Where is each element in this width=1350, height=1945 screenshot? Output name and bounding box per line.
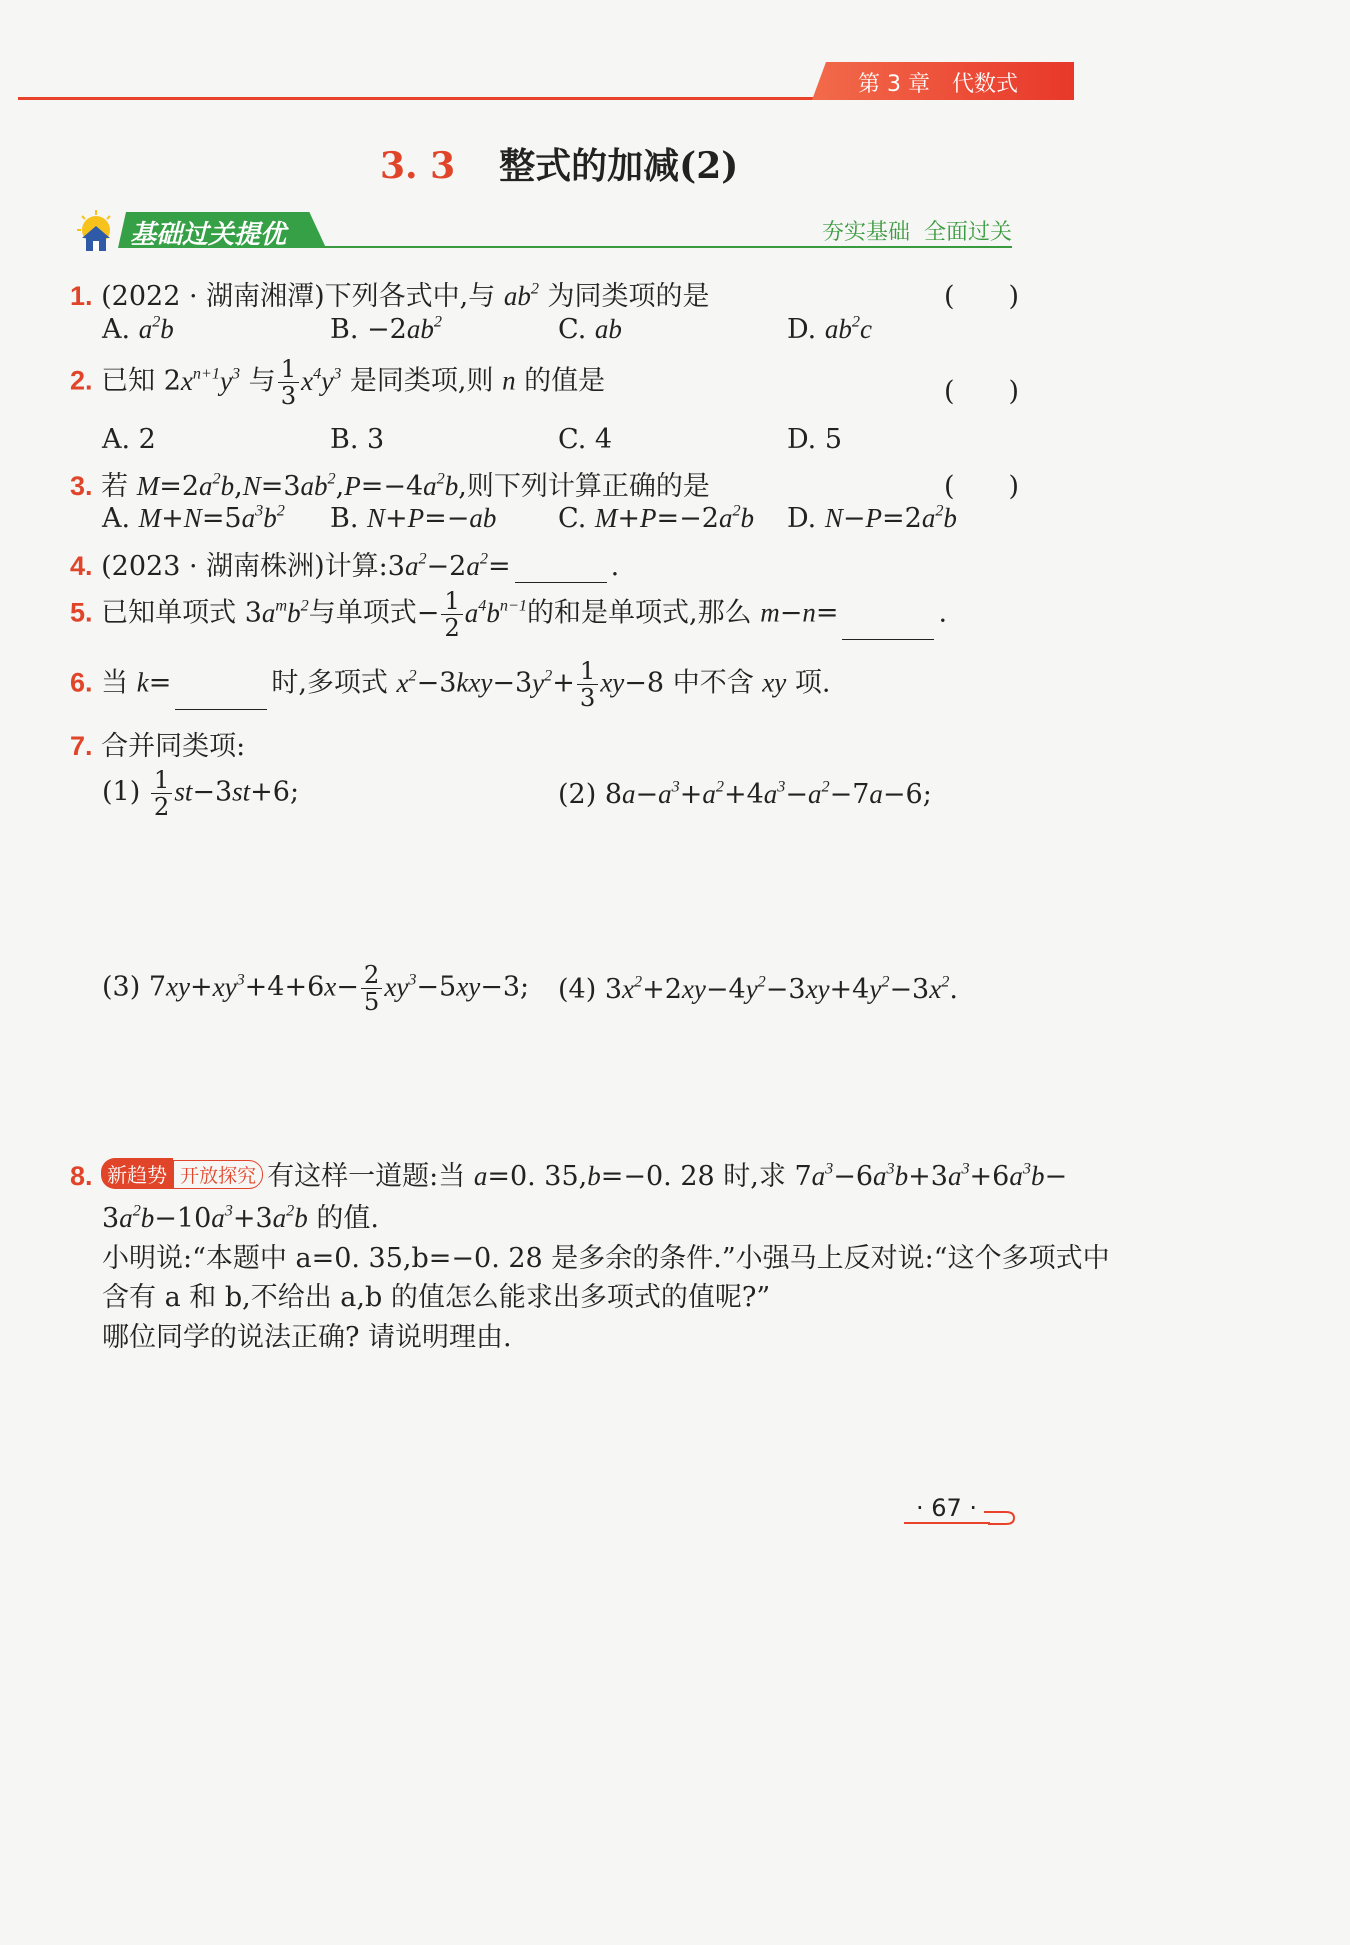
question-number: 5. <box>70 597 93 628</box>
question-8: 8. 新趋势 开放探究 有这样一道题:当 a=0. 35,b=−0. 28 时,求 $7a^3-6a^3b+3a^3+6a^3b-$ <box>70 1159 1068 1192</box>
fraction: $\frac{1}{2}$ <box>151 767 172 819</box>
option-a[interactable]: A. $M+N=5a^3b^2$ <box>102 501 285 534</box>
question-2: 2. 已知 $2x^{n+1}y^3$ 与 $\frac{1}{3}$ $x^4y^3$ 是同类项,则 n 的值是 <box>70 354 606 410</box>
option-d[interactable]: D. $ab^2c$ <box>787 312 872 345</box>
house-sun-icon <box>74 208 126 252</box>
question-8-line-5: 哪位同学的说法正确? 请说明理由. <box>102 1322 512 1353</box>
question-7-part-3: (3) $7xy+xy^3+4+6x-$ $\frac{2}{5}$ $xy^3-5xy-3$; <box>102 960 530 1016</box>
question-source: (2022 · 湖南湘潭) <box>101 281 325 312</box>
answer-paren: ( ) <box>944 281 1020 312</box>
page-number: · 67 · <box>916 1494 978 1522</box>
option-b[interactable]: B. $-2ab^2$ <box>330 312 442 345</box>
option-c[interactable]: C. ab <box>558 314 622 345</box>
section-number: 3. 3 <box>380 145 456 187</box>
question-7-part-4: (4) $3x^2+2xy-4y^2-3xy+4y^2-3x^2$. <box>558 972 958 1005</box>
badge-new-trend: 新趋势 <box>101 1158 173 1189</box>
question-6: 6. 当 k= 时,多项式 $x^2-3kxy-3y^2+$ $\frac{1}{3}$ xy−8 中不含 xy 项. <box>70 656 831 712</box>
badge-open-explore: 开放探究 <box>173 1160 263 1189</box>
section-rule <box>320 246 1012 248</box>
answer-blank[interactable] <box>842 639 934 640</box>
option-a[interactable]: A. $a^2b$ <box>102 312 174 345</box>
question-number: 2. <box>70 365 93 396</box>
answer-paren: ( ) <box>944 471 1020 502</box>
question-number: 4. <box>70 551 93 581</box>
option-d[interactable]: D. $N-P=2a^2b$ <box>787 501 957 534</box>
option-b[interactable]: B. N+P=−ab <box>330 503 497 534</box>
section-title: 整式的加减(2) <box>499 145 739 187</box>
option-c[interactable]: C. $M+P=-2a^2b$ <box>558 501 755 534</box>
question-number: 8. <box>70 1161 93 1191</box>
math: $ab^2$ <box>503 279 539 311</box>
section-slogan: 夯实基础 全面过关 <box>822 220 1012 245</box>
answer-paren: ( ) <box>944 376 1020 407</box>
question-7-part-2: (2) $8a-a^3+a^2+4a^3-a^2-7a-6$; <box>558 777 932 810</box>
question-number: 3. <box>70 471 93 501</box>
answer-blank[interactable] <box>515 582 607 583</box>
fraction: $\frac{1}{3}$ <box>577 658 598 710</box>
curl-arrow-icon <box>982 1506 1016 1526</box>
question-4: 4. (2023 · 湖南株洲)计算$:3a^2-2a^2=$ . <box>70 549 620 582</box>
footer-rule <box>904 1522 990 1524</box>
option-b[interactable]: B. 3 <box>330 424 385 455</box>
question-7-part-1: (1) $\frac{1}{2}$ st−3st+6; <box>102 765 300 821</box>
question-number: 7. <box>70 731 93 761</box>
question-8-line-2: $3a^2b-10a^3+3a^2b$ 的值. <box>102 1201 379 1234</box>
banner-label: 基础过关提优 <box>130 220 287 250</box>
question-3: 3. 若 $M=2a^2b,N=3ab^2,P=-4a^2b$,则下列计算正确的是 <box>70 469 710 502</box>
option-c[interactable]: C. 4 <box>558 424 613 455</box>
fraction: $\frac{1}{2}$ <box>441 588 462 640</box>
fraction: $\frac{2}{5}$ <box>361 962 382 1014</box>
question-8-line-4: 含有 a 和 b,不给出 a,b 的值怎么能求出多项式的值呢?” <box>102 1282 771 1313</box>
question-number: 1. <box>70 281 93 311</box>
page-title <box>380 138 738 189</box>
answer-blank[interactable] <box>175 709 267 710</box>
option-d[interactable]: D. 5 <box>787 424 843 455</box>
question-8-line-3: 小明说:“本题中 a=0. 35,b=−0. 28 是多余的条件.”小强马上反对说:“这个多项式中 <box>102 1243 1110 1274</box>
question-1: 1. (2022 · 湖南湘潭)下列各式中,与 $ab^2$ 为同类项的是 <box>70 279 710 312</box>
fraction: $\frac{1}{3}$ <box>278 356 299 408</box>
option-a[interactable]: A. 2 <box>102 424 156 455</box>
question-5: 5. 已知单项式 $3a^mb^2$与单项式− $\frac{1}{2}$ $a^4b^{n-1}$的和是单项式,那么 m−n= . <box>70 586 948 642</box>
chapter-tab-label: 第 3 章 代数式 <box>858 72 1018 97</box>
question-number: 6. <box>70 667 93 698</box>
question-7: 7. 合并同类项: <box>70 731 246 762</box>
